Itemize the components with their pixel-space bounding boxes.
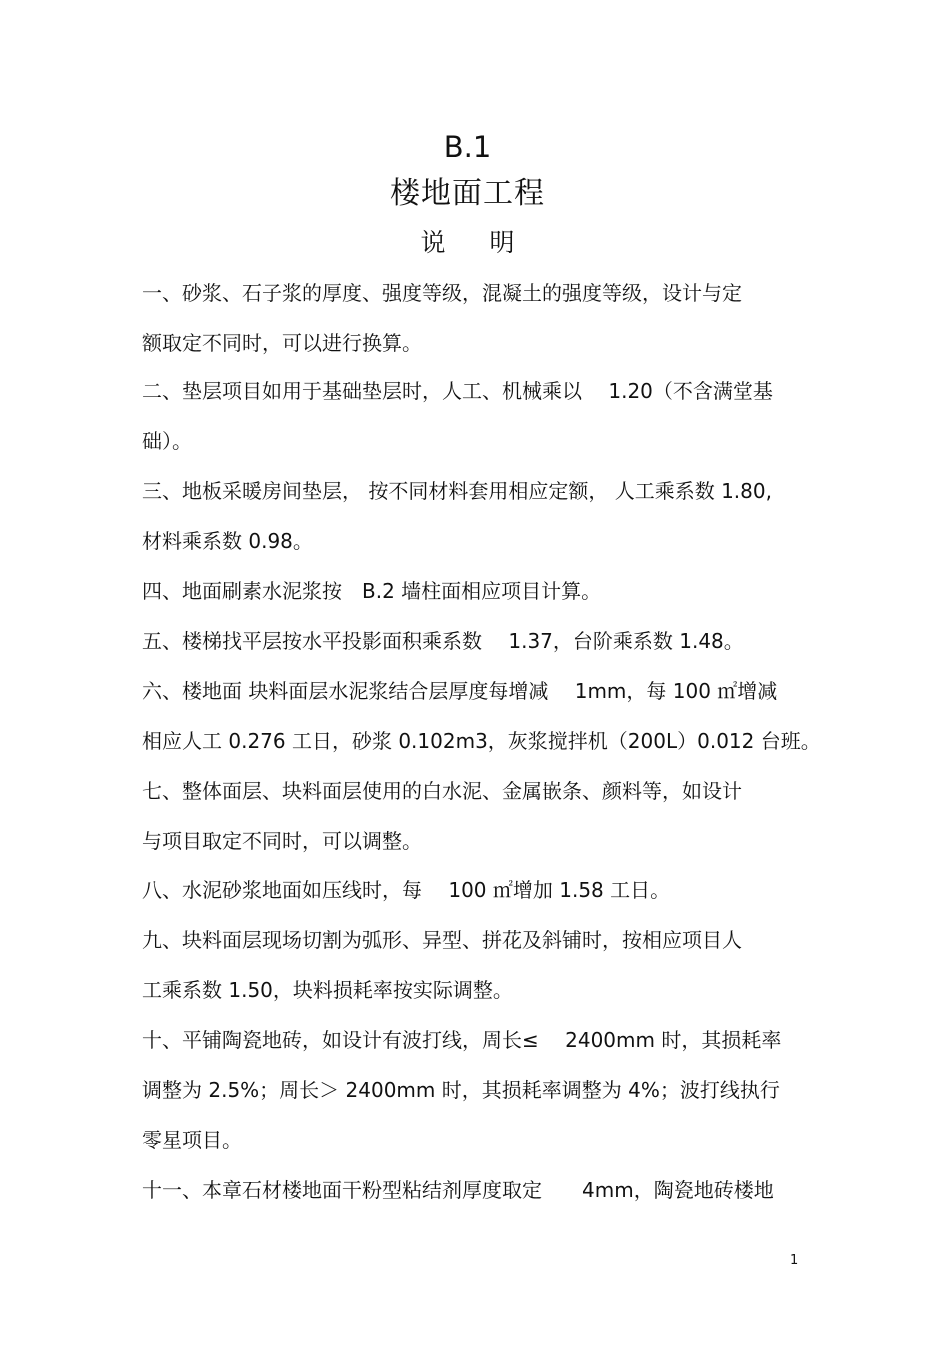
page-number: 1 <box>790 1253 799 1268</box>
section-title <box>0 226 935 260</box>
text-line: 五、楼梯找平层按水平投影面积乘系数 1.37，台阶乘系数 1.48。 <box>142 629 744 653</box>
text-line: 四、地面刷素水泥浆按 B.2 墙柱面相应项目计算。 <box>142 579 602 603</box>
text-line: 三、地板采暖房间垫层， 按不同材料套用相应定额， 人工乘系数 1.80, <box>142 479 772 503</box>
chapter-title: 楼地面工程 <box>390 176 545 211</box>
text-line: 二、垫层项目如用于基础垫层时，人工、机械乘以 1.20（不含满堂基 <box>142 379 773 403</box>
text-line: 工乘系数 1.50，块料损耗率按实际调整。 <box>142 978 513 1002</box>
text-line: 六、楼地面 块料面层水泥浆结合层厚度每增减 1mm，每 100 ㎡增减 <box>142 679 778 703</box>
text-line: 与项目取定不同时，可以调整。 <box>142 829 422 853</box>
text-line: 零星项目。 <box>142 1128 242 1152</box>
text-line: 九、块料面层现场切割为弧形、异型、拼花及斜铺时，按相应项目人 <box>142 928 742 952</box>
section-title-char-1: 说 <box>420 228 446 257</box>
text-line: 额取定不同时，可以进行换算。 <box>142 331 422 355</box>
text-line: 调整为 2.5%；周长＞ 2400mm 时，其损耗率调整为 4%；波打线执行 <box>142 1078 780 1102</box>
text-line: 十一、本章石材楼地面干粉型粘结剂厚度取定 4mm，陶瓷地砖楼地 <box>142 1178 774 1202</box>
text-line: 十、平铺陶瓷地砖，如设计有波打线，周长≤ 2400mm 时，其损耗率 <box>142 1028 782 1052</box>
text-line: 七、整体面层、块料面层使用的白水泥、金属嵌条、颜料等，如设计 <box>142 779 742 803</box>
text-line: 八、水泥砂浆地面如压线时，每 100 ㎡增加 1.58 工日。 <box>142 878 671 902</box>
chapter-code: B.1 <box>443 130 492 164</box>
text-line: 一、砂浆、石子浆的厚度、强度等级，混凝土的强度等级，设计与定 <box>142 281 742 305</box>
text-line: 础）。 <box>142 429 192 453</box>
section-title-char-2: 明 <box>489 228 515 257</box>
text-line: 相应人工 0.276 工日，砂浆 0.102m3，灰浆搅拌机（200L）0.012 台班。 <box>142 729 821 753</box>
text-line: 材料乘系数 0.98。 <box>142 529 313 553</box>
